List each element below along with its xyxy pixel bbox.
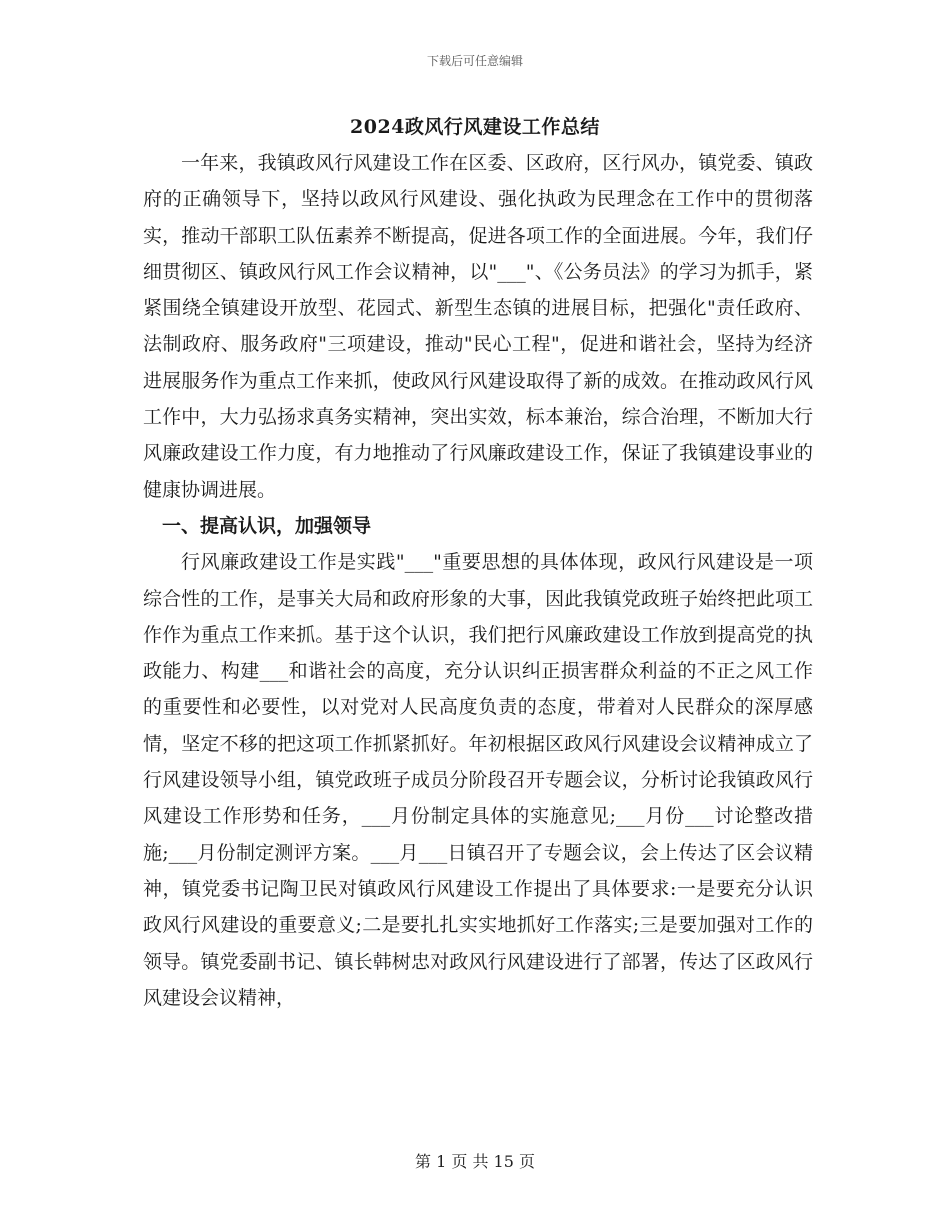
section-heading: 一、提高认识，加强领导	[162, 514, 372, 537]
intro-paragraph: 一年来，我镇政风行风建设工作在区委、区政府，区行风办，镇党委、镇政府的正确领导下，坚持以政风行风建设、强化执政为民理念在工作中的贯彻落实，推动干部职工队伍素养不断提高，促进各项工作的全面进展。今年，我们仔细贯彻区、镇政风行风工作会议精神，以"___"、《公务员法》的学习为抓手，紧紧围绕全镇建设开放型、花园式、新型生态镇的进展目标，把强化"责任政府、法制政府、服务政府"三项建设，推动"民心工程"，促进和谐社会，坚持为经济进展服务作为重点工作来抓，使政风行风建设取得了新的成效。在推动政风行风工作中，大力弘扬求真务实精神，突出实效，标本兼治，综合治理，不断加大行风廉政建设工作力度，有力地推动了行风廉政建设工作，保证了我镇建设事业的健康协调进展。	[143, 152, 813, 501]
page-footer: 第 1 页 共 15 页	[415, 1152, 535, 1171]
document-title: 2024政风行风建设工作总结	[350, 116, 600, 138]
header-note: 下载后可任意编辑	[426, 54, 523, 68]
section-paragraph: 行风廉政建设工作是实践"___"重要思想的具体体现，政风行风建设是一项综合性的工作，是事关大局和政府形象的大事，因此我镇党政班子始终把此项工作作为重点工作来抓。基于这个认识，我们把行风廉政建设工作放到提高党的执政能力、构建___和谐社会的高度，充分认识纠正损害群众利益的不正之风工作的重要性和必要性，以对党对人民高度负责的态度，带着对人民群众的深厚感情，坚定不移的把这项工作抓紧抓好。年初根据区政风行风建设会议精神成立了行风建设领导小组，镇党政班子成员分阶段召开专题会议，分析讨论我镇政风行风建设工作形势和任务，___月份制定具体的实施意见;___月份___讨论整改措施;___月份制定测评方案。___月___日镇召开了专题会议，会上传达了区会议精神，镇党委书记陶卫民对镇政风行风建设工作提出了具体要求:一是要充分认识政风行风建设的重要意义;二是要扎扎实实地抓好工作落实;三是要加强对工作的领导。镇党委副书记、镇长韩树忠对政风行风建设进行了部署，传达了区政风行风建设会议精神，	[143, 551, 813, 1009]
document-body	[143, 145, 813, 1016]
